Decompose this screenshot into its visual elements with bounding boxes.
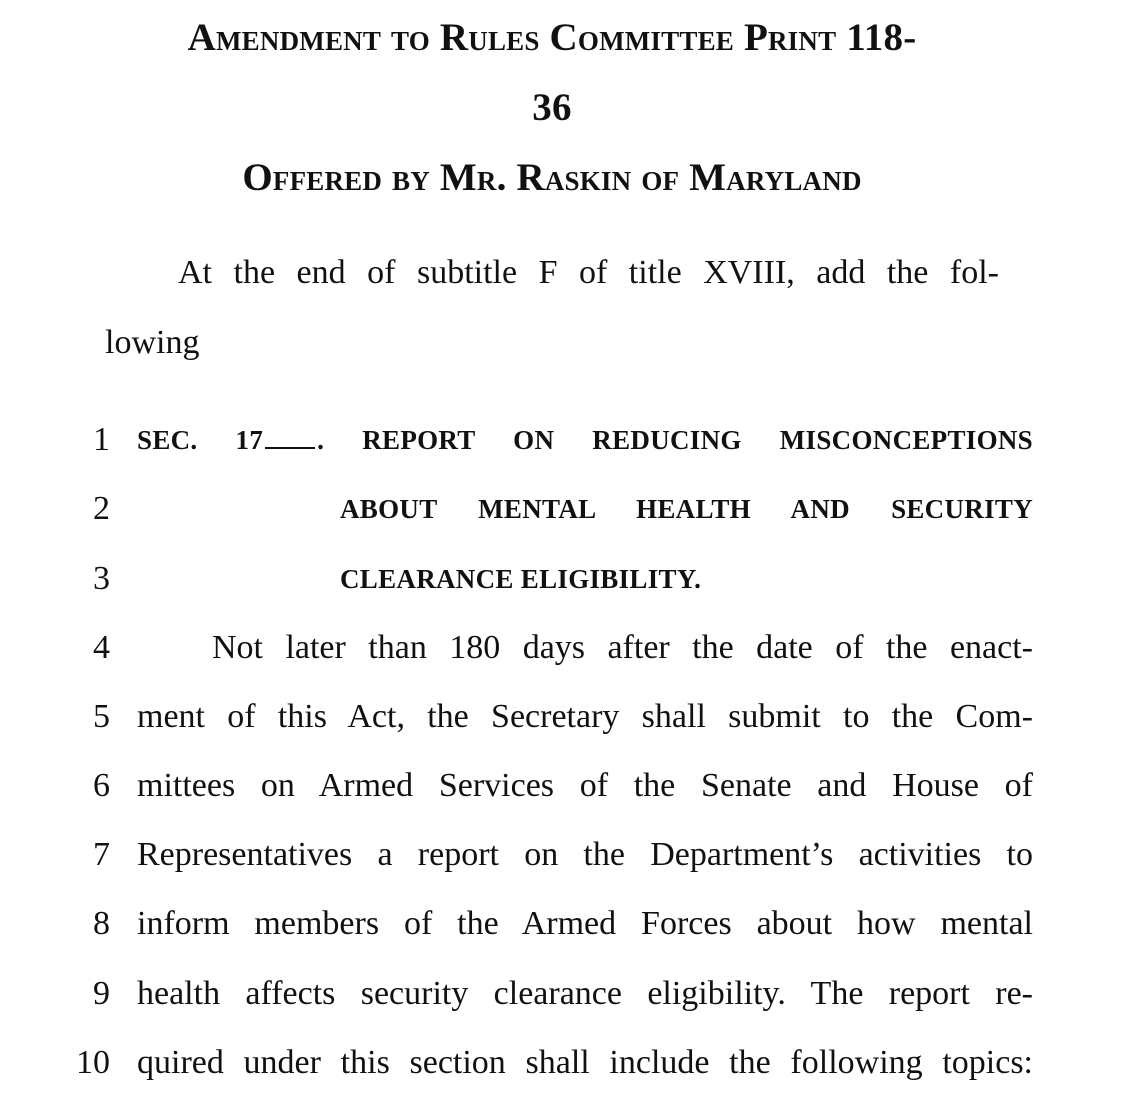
body-text: inform members of the Armed Forces about how mental bbox=[137, 905, 1033, 942]
intro-text-line-1: At the end of subtitle F of title XVIII, add the fol- bbox=[178, 254, 999, 291]
line-3 bbox=[0, 562, 1134, 612]
line-number: 1 bbox=[93, 421, 110, 458]
body-text: Not later than 180 days after the date of the enact- bbox=[212, 629, 1033, 666]
intro-text-line-2: lowing bbox=[105, 324, 200, 361]
amendment-title: Amendment to Rules Committee Print 118- bbox=[187, 16, 917, 59]
line-1 bbox=[0, 423, 1134, 473]
section-title: . REPORT ON REDUCING MISCONCEPTIONS bbox=[317, 425, 1033, 455]
body-text: quired under this section shall include the following topics: bbox=[137, 1044, 1033, 1081]
line-4 bbox=[0, 631, 1134, 681]
line-number: 3 bbox=[93, 560, 110, 597]
section-heading-continued: ABOUT MENTAL HEALTH AND SECURITY bbox=[340, 494, 1033, 524]
line-2 bbox=[0, 492, 1134, 542]
line-number: 4 bbox=[93, 629, 110, 666]
section-heading bbox=[137, 427, 1033, 454]
line-9 bbox=[0, 977, 1134, 1027]
body-text: Representatives a report on the Department’s activities to bbox=[137, 836, 1033, 873]
line-number: 6 bbox=[93, 767, 110, 804]
section-number: SEC. 17 bbox=[137, 425, 264, 455]
body-text: mittees on Armed Services of the Senate and House of bbox=[137, 767, 1033, 804]
line-8 bbox=[0, 907, 1134, 957]
section-number-blank bbox=[265, 429, 315, 449]
line-number: 5 bbox=[93, 698, 110, 735]
line-6 bbox=[0, 769, 1134, 819]
line-number: 7 bbox=[93, 836, 110, 873]
line-7 bbox=[0, 838, 1134, 888]
line-number: 8 bbox=[93, 905, 110, 942]
amendment-title-continued: 36 bbox=[532, 86, 572, 129]
body-text: health affects security clearance eligibility. The report re- bbox=[137, 975, 1033, 1012]
line-number: 9 bbox=[93, 975, 110, 1012]
line-number: 10 bbox=[76, 1044, 110, 1081]
line-number: 2 bbox=[93, 490, 110, 527]
body-text: ment of this Act, the Secretary shall submit to the Com- bbox=[137, 698, 1033, 735]
section-heading-end: CLEARANCE ELIGIBILITY. bbox=[340, 564, 702, 594]
line-10 bbox=[0, 1046, 1134, 1096]
offered-by: Offered by Mr. Raskin of Maryland bbox=[242, 156, 862, 199]
line-5 bbox=[0, 700, 1134, 750]
